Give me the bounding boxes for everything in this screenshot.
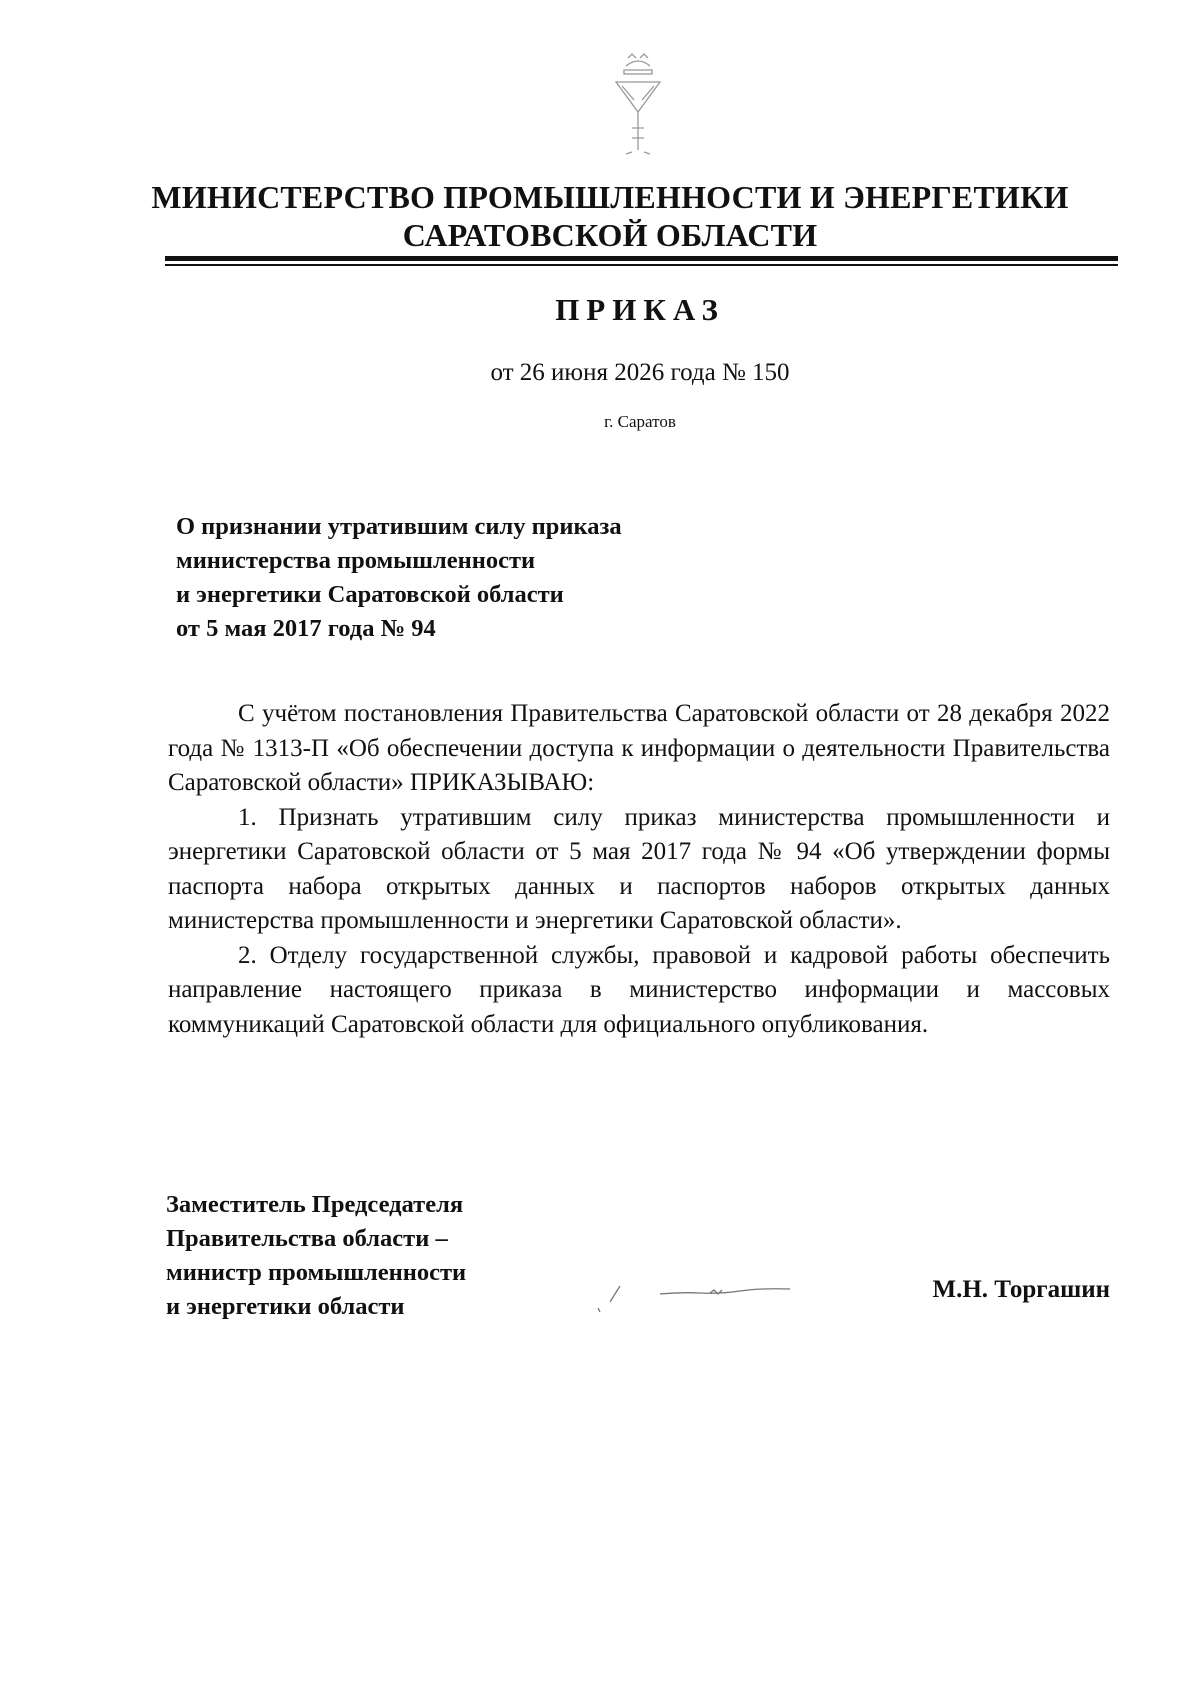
order-body	[168, 697, 1110, 1042]
header-divider-thick	[165, 256, 1118, 261]
signer-name: М.Н. Торгашин	[932, 1276, 1110, 1303]
signer-position-line: министр промышленности	[166, 1259, 467, 1286]
body-paragraph-preamble: С учётом постановления Правительства Саратовской области от 28 декабря 2022 года № 1313-П «Об обеспечении доступа к информации о деятельности Правительства Саратовской области» ПРИКАЗЫВАЮ:	[168, 700, 1110, 796]
handwritten-signature	[590, 1262, 850, 1322]
signer-position	[166, 1188, 586, 1324]
order-date-number: от 26 июня 2026 года № 150	[490, 359, 790, 386]
body-paragraph-item-2: 2. Отделу государственной службы, правовой и кадровой работы обеспечить направление настоящего приказа в министерство информации и массовых коммуникаций Саратовской области для официального опубликования.	[168, 941, 1110, 1038]
subject-line: и энергетики Саратовской области	[176, 581, 564, 608]
ministry-name-line-2: САРАТОВСКОЙ ОБЛАСТИ	[402, 217, 818, 253]
subject-line: министерства промышленности	[176, 547, 536, 574]
ministry-header	[150, 178, 1070, 254]
order-subject	[176, 510, 776, 646]
signer-position-line: Заместитель Председателя	[166, 1191, 464, 1218]
ministry-name-line-1: МИНИСТЕРСТВО ПРОМЫШЛЕННОСТИ И ЭНЕРГЕТИКИ	[151, 179, 1069, 215]
order-city: г. Саратов	[604, 412, 676, 431]
signer-position-line: и энергетики области	[166, 1293, 405, 1320]
subject-line: от 5 мая 2017 года № 94	[176, 615, 436, 642]
signer-position-line: Правительства области –	[166, 1225, 448, 1252]
coat-of-arms-icon	[598, 52, 678, 170]
body-paragraph-item-1: 1. Признать утратившим силу приказ министерства промышленности и энергетики Саратовской области от 5 мая 2017 года № 94 «Об утверждении формы паспорта набора открытых данных и паспортов наборов открытых данных министерства промышленности и энергетики Саратовской области».	[168, 803, 1110, 934]
header-divider-thin	[165, 264, 1118, 266]
order-title: ПРИКАЗ	[555, 292, 725, 327]
subject-line: О признании утратившим силу приказа	[176, 513, 622, 540]
